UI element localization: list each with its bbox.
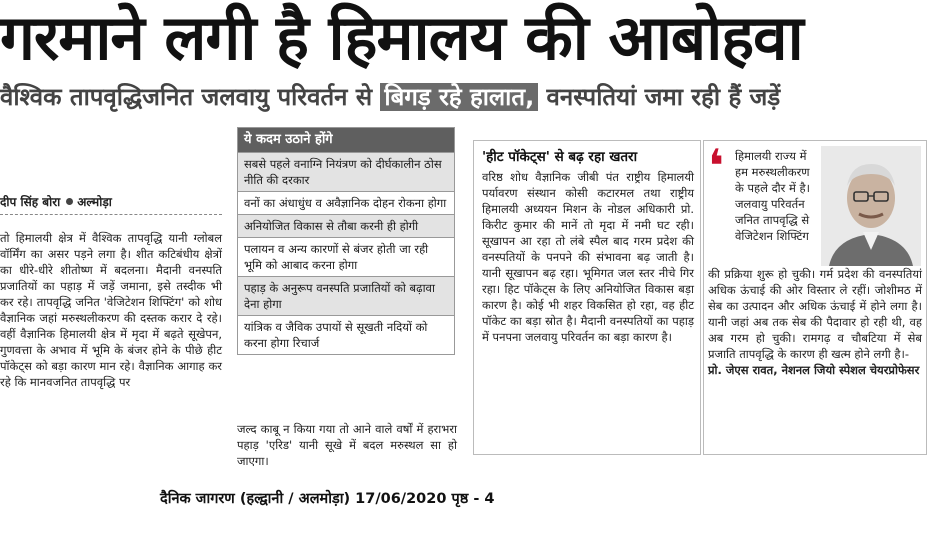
action-item: सबसे पहले वनाग्नि नियंत्रण को दीर्घकालीन ठोस नीति की दरकार: [238, 152, 454, 191]
headline: गरमाने लगी है हिमालय की आबोहवा: [0, 1, 803, 74]
subhead-part2: वनस्पतियां जमा रही हैं जड़ें: [538, 83, 781, 111]
expert-quote-top: हिमालयी राज्य में हम मरुस्थलीकरण के पहले दौर में है। जलवायु परिवर्तन जनित तापवृद्धि से वेजिटेशन शिफ्टिंग: [735, 149, 811, 243]
action-item: यांत्रिक व जैविक उपायों से सूखती नदियों को करना होगा रिचार्ज: [238, 315, 454, 354]
byline-divider: [0, 214, 222, 215]
heat-pockets-title: 'हीट पॉकेट्स' से बढ़ रहा खतरा: [482, 149, 638, 165]
action-item: पहाड़ के अनुरूप वनस्पति प्रजातियों को बढ़ावा देना होगा: [238, 276, 454, 315]
expert-quote-bottom-wrap: [708, 266, 922, 378]
portrait-photo: [821, 146, 921, 266]
quote-icon: ❛: [708, 139, 724, 193]
byline-author: दीप सिंह बोरा: [0, 195, 61, 209]
heat-pockets-text: वरिष्ठ शोध वैज्ञानिक जीबी पंत राष्ट्रीय हिमालयी पर्यावरण संस्थान कोसी कटारमल तथा राष्ट्रीय हिमालयी अध्ययन मिशन के नोडल अधिकारी प्रो. किरीट कुमार की मानें तो मृदा में नमी घट रही। सूखापन आ रहा तो लंबे स्पैल बाद गरम प्रदेश की वनस्पतियों के पनपने की संभावना बढ़ जाती है। यानी सूखापन बढ़ रहा। भूमिगत जल स्तर नीचे गिर रहा। हिट पॉकेट्स के लिए अनियोजित विकास बड़ा कारण है। कोई भी शहर विकसित हो रहा, वह हीट पॉकेट का बड़ा स्रोत है। मैदानी वनस्पतियों का पहाड़ में पनपना जलवायु परिवर्तन का बड़ा कारण है।: [482, 170, 694, 344]
action-box-title: ये कदम उठाने होंगे: [238, 128, 454, 152]
action-item: पलायन व अन्य कारणों से बंजर होती जा रही भूमि को आबाद करना होगा: [238, 237, 454, 276]
expert-attribution: प्रो. जेएस रावत, नेशनल जियो स्पेशल चेयरप्रोफेसर: [708, 363, 920, 377]
subhead-part1: वैश्विक तापवृद्धिजनित जलवायु परिवर्तन से: [0, 83, 381, 111]
subheadline: [0, 78, 931, 118]
byline: [0, 193, 112, 210]
column1-text: तो हिमालयी क्षेत्र में वैश्विक तापवृद्धि यानी ग्लोबल वॉर्मिंग का असर पड़ने लगा है। शीत कटिबंधीय क्षेत्रों का धीरे-धीरे शीतोष्ण में बदलना। मैदानी वनस्पति प्रजातियों का पहाड़ में जड़ें जमाना, इसे तस्दीक भी कर रहे। तापवृद्धि जनित 'वेजिटेशन शिफ्टिंग' को शोध वैज्ञानिक जहां मरुस्थलीकरण की दस्तक करार दे रहे। वहीं वैज्ञानिक हिमालयी क्षेत्र में मृदा में बढ़ते सूखेपन, गुणवत्ता के अभाव में भूमि के बंजर होने के पीछे हीट पॉकेट्स को बड़ा कारण मान रहे। वैज्ञानिक आगाह कर रहे कि मानवजनित तापवृद्धि पर: [0, 231, 222, 389]
expert-quote-bottom: की प्रक्रिया शुरू हो चुकी। गर्म प्रदेश की वनस्पतियां अधिक ऊंचाई की ओर विस्तार ले रहीं। जोशीमठ में सेब का उत्पादन और अधिक ऊंचाई में होने लगा है। यानी जहां अब तक सेब की पैदावार हो रही थी, वह अब गरम हो चुकी। रामगढ़ व चौबटिया में सेब प्रजाति तापवृद्धि के कारण ही खत्म होने लगी है।-: [708, 267, 922, 361]
action-item: अनियोजित विकास से तौबा करनी ही होगी: [238, 214, 454, 237]
byline-place: अल्मोड़ा: [77, 195, 112, 209]
bullet-icon: [66, 198, 73, 205]
action-box: [237, 127, 455, 355]
subhead-highlight: बिगड़ रहे हालात,: [380, 83, 538, 111]
column2-text: जल्द काबू न किया गया तो आने वाले वर्षों में हराभरा पहाड़ 'एरिड' यानी सूखे में बदल मरुस्थल सा हो जाएगा।: [237, 422, 457, 468]
action-item: वनों का अंधाधुंध व अवैज्ञानिक दोहन रोकना होगा: [238, 191, 454, 214]
heat-pockets-section: [473, 140, 701, 455]
source-footer: दैनिक जागरण (हल्द्वानी / अलमोड़ा) 17/06/2020 पृष्ठ - 4: [160, 491, 495, 507]
